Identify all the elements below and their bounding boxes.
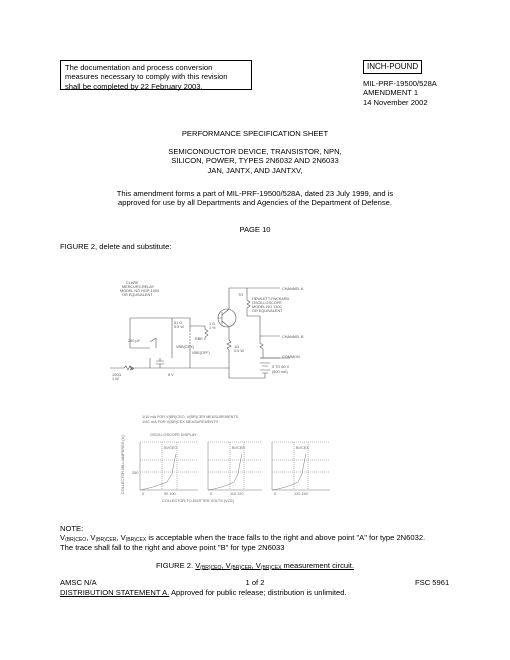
panel2-tick-0: 0: [210, 492, 213, 496]
device-title-line1: SEMICONDUCTOR DEVICE, TRANSISTOR, NPN,: [168, 147, 342, 156]
device-title-line2: SILICON, POWER, TYPES 2N6032 AND 2N6033: [171, 156, 339, 166]
notice-line: measures necessary to comply with this revision: [65, 72, 228, 82]
vbe-off-label: VBE(OFF): [192, 351, 210, 355]
scope-ref-5: OR EQUIVALENT: [252, 309, 283, 313]
device-title-line3: JAN, JANTX, AND JANTXV,: [207, 165, 303, 175]
device-title: [0, 147, 510, 175]
scope-ref-3: OSCILLOSCOPE: [252, 301, 282, 305]
distribution-label: DISTRIBUTION STATEMENT A.: [60, 588, 170, 597]
scope-ref-1: TO: [238, 293, 244, 297]
channel-a-label: CHANNEL A: [282, 287, 304, 291]
scope-legend-2: 1/4C mA FOR V(BR)CEX MEASUREMENTS: [142, 420, 218, 424]
note-line1-text: is acceptable when the trace falls to the right and above point "A" for type 2N6032.: [148, 533, 426, 543]
supply-label-2: (500 mA): [272, 370, 288, 374]
pulser-label-4: OR EQUIVALENT: [122, 293, 153, 297]
supply-label-1: 0 TO 60 V: [272, 365, 290, 369]
caption-text: measurement circuit.: [283, 561, 355, 570]
figure-caption: FIGURE 2. $V_{(BR)CEO}$, $V_{(BR)CER}$, $V_{(BR)CEX}$ measurement circuit.: [155, 561, 355, 571]
notice-line: The documentation and process conversion: [65, 63, 213, 72]
panel2-tick-1: 110 120: [230, 492, 244, 496]
amendment-intro: [0, 189, 510, 208]
bias-resistor-label: 100Ω: [112, 373, 122, 377]
amsc-label: AMSC N/A: [60, 578, 97, 587]
panel1-tick-0: 0: [142, 492, 145, 496]
vbb-label: VBB(CEX): [176, 345, 194, 349]
panel3-label: BVCEX: [296, 446, 309, 450]
scope-x-label: COLLECTOR-TO-EMITTER VOLTS (VCE): [162, 499, 235, 503]
scope-y-label: COLLECTOR MILLIAMPERES (Ic): [121, 435, 125, 494]
scope-ref-2: HEWLETT-PACKARD: [252, 297, 290, 301]
pulser-label-1: CLARE: [126, 281, 139, 285]
conversion-notice-box: [60, 60, 252, 90]
inch-pound-box: INCH-POUND: [363, 60, 422, 74]
base-resistor-label: 51 Ω: [174, 321, 183, 325]
note-line1: $V_{(BR)CEO}$, $V_{(BR)CER}$, $V_{(BR)CEX}$ is acceptable when the trace falls to the right and above point "A" for type 2N6032.: [60, 533, 426, 544]
rbe-label: RBE: [195, 337, 203, 341]
scope-display-title: OSCILLOSCOPE DISPLAY: [150, 433, 197, 437]
caption-label: FIGURE 2.: [155, 561, 194, 570]
emitter-resistor-label: 1Ω: [234, 345, 239, 349]
panel2-label: BVCER: [232, 446, 246, 450]
panel3-tick-1: 120 150: [294, 492, 308, 496]
bias-voltage-label: 6 V: [168, 373, 174, 377]
pulser-label-3: MODEL NO HGP-1004: [120, 289, 160, 293]
panel1-left-tick: 250: [132, 471, 139, 475]
measurement-circuit-diagram: [110, 278, 370, 388]
page-reference: PAGE 10: [239, 225, 271, 234]
note-line2: The trace shall fall to the right and above point "B" for type 2N6033: [60, 543, 285, 553]
figure-note: [60, 524, 425, 553]
emitter-resistor-power: 0.5 W: [234, 349, 244, 353]
scope-legend-1: 1/10 mA FOR V(BR)CEO, V(BR)CER MEASUREMENTS: [142, 415, 239, 419]
scope-ref-4: MODEL NO 130C: [252, 305, 283, 309]
common-label: COMMON: [282, 355, 300, 359]
amendment-date: 14 November 2002: [363, 97, 428, 107]
note-heading: NOTE:: [60, 524, 84, 533]
panel3-tick-0: 0: [274, 492, 277, 496]
capacitor-label: 200 μF: [128, 339, 140, 343]
panel1-tick-1: 90 100: [164, 492, 176, 496]
base-resistor-power: 0.5 W: [174, 325, 184, 329]
bias-resistor-power: 1 W: [112, 377, 119, 381]
figure-instruction: FIGURE 2, delete and substitute:: [60, 242, 172, 251]
panel1-label: BVCEO: [164, 446, 178, 450]
notice-line: shall be completed by 22 February 2003.: [65, 81, 203, 91]
sheet-title: PERFORMANCE SPECIFICATION SHEET: [181, 129, 329, 138]
intro-line1: This amendment forms a part of MIL-PRF-19500/528A, dated 23 July 1999, and is: [116, 189, 394, 198]
doc-number: MIL-PRF-19500/528A: [363, 79, 437, 88]
distribution-statement: [60, 588, 347, 597]
amendment-number: AMENDMENT 1: [363, 88, 419, 98]
sense-resistor-tol: 1 %: [209, 326, 216, 330]
fsc-code: FSC 5961: [415, 578, 450, 587]
pulser-label-2: MERCURY-RELAY: [122, 285, 155, 289]
document-identifier: [363, 79, 437, 107]
intro-line2: approved for use by all Departments and Agencies of the Department of Defense.: [118, 198, 392, 208]
oscilloscope-display-diagram: [112, 412, 352, 507]
page-number: 1 of 2: [245, 578, 265, 587]
channel-b-label: CHANNEL B: [282, 335, 304, 339]
distribution-text: Approved for public release; distribution is unlimited.: [170, 588, 347, 597]
sense-resistor-label: 1 Ω: [209, 322, 216, 326]
